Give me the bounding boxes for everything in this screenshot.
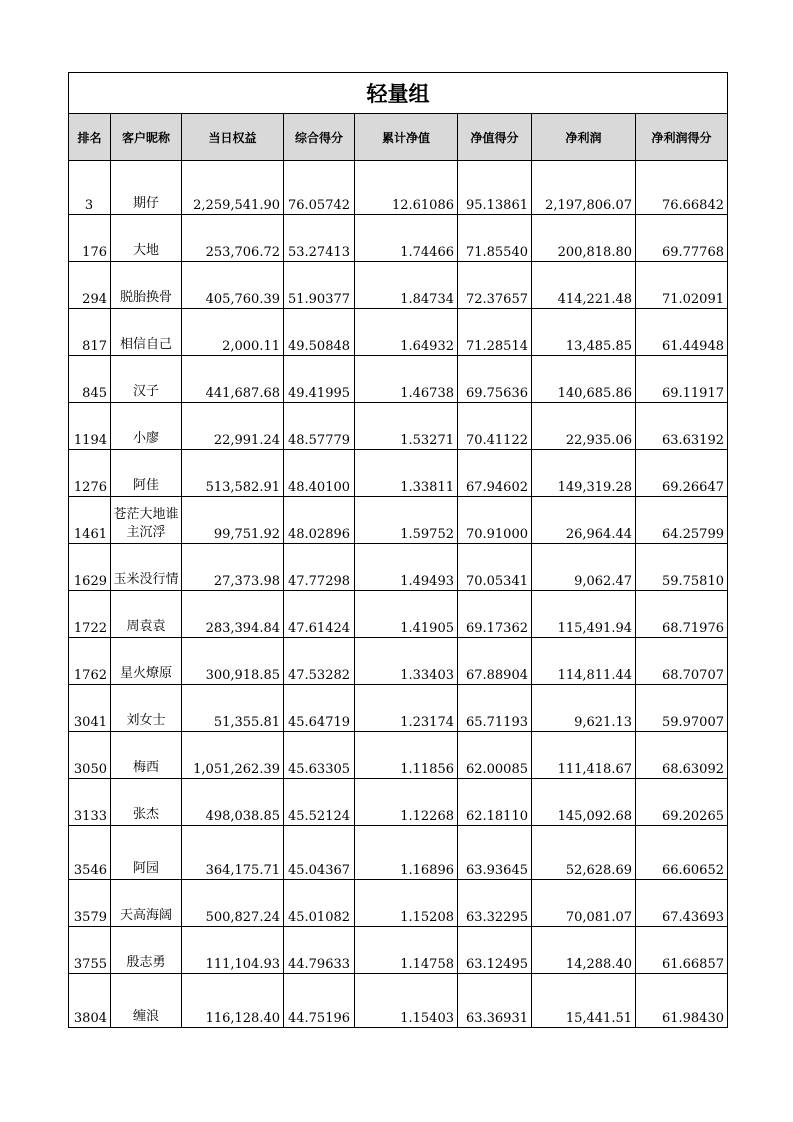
nav-score-cell: 71.85540 <box>458 215 532 262</box>
cumulative-nav-cell: 1.15403 <box>355 974 458 1028</box>
nickname-cell: 苍茫大地谁主沉浮 <box>111 497 182 544</box>
total-score-cell: 49.41995 <box>284 356 355 403</box>
table-title: 轻量组 <box>69 73 728 114</box>
net-profit-cell: 70,081.07 <box>532 880 636 927</box>
total-score-cell: 49.50848 <box>284 309 355 356</box>
nickname-cell: 殷志勇 <box>111 927 182 974</box>
total-score-cell: 45.63305 <box>284 732 355 779</box>
nickname-cell: 大地 <box>111 215 182 262</box>
ranking-table <box>68 72 728 1028</box>
total-score-cell: 48.02896 <box>284 497 355 544</box>
daily-equity-cell: 111,104.93 <box>182 927 284 974</box>
cumulative-nav-cell: 1.12268 <box>355 779 458 826</box>
net-profit-cell: 26,964.44 <box>532 497 636 544</box>
net-profit-score-cell: 63.63192 <box>636 403 728 450</box>
table-row <box>69 685 728 732</box>
table-row <box>69 927 728 974</box>
nickname-cell: 梅西 <box>111 732 182 779</box>
rank-cell: 845 <box>69 356 111 403</box>
net-profit-cell: 15,441.51 <box>532 974 636 1028</box>
nav-score-cell: 70.41122 <box>458 403 532 450</box>
rank-cell: 1762 <box>69 638 111 685</box>
daily-equity-cell: 300,918.85 <box>182 638 284 685</box>
total-score-cell: 51.90377 <box>284 262 355 309</box>
rank-cell: 1276 <box>69 450 111 497</box>
nickname-cell: 天高海阔 <box>111 880 182 927</box>
total-score-cell: 44.75196 <box>284 974 355 1028</box>
table-row <box>69 880 728 927</box>
total-score-cell: 53.27413 <box>284 215 355 262</box>
total-score-cell: 45.01082 <box>284 880 355 927</box>
net-profit-score-cell: 61.98430 <box>636 974 728 1028</box>
nav-score-cell: 67.88904 <box>458 638 532 685</box>
total-score-cell: 44.79633 <box>284 927 355 974</box>
nickname-cell: 周袁袁 <box>111 591 182 638</box>
net-profit-score-cell: 76.66842 <box>636 161 728 215</box>
net-profit-score-cell: 69.20265 <box>636 779 728 826</box>
header-net-profit: 净利润 <box>532 114 636 161</box>
daily-equity-cell: 116,128.40 <box>182 974 284 1028</box>
nav-score-cell: 62.18110 <box>458 779 532 826</box>
cumulative-nav-cell: 1.84734 <box>355 262 458 309</box>
daily-equity-cell: 22,991.24 <box>182 403 284 450</box>
net-profit-cell: 9,062.47 <box>532 544 636 591</box>
nickname-cell: 张杰 <box>111 779 182 826</box>
net-profit-cell: 140,685.86 <box>532 356 636 403</box>
cumulative-nav-cell: 1.11856 <box>355 732 458 779</box>
net-profit-cell: 22,935.06 <box>532 403 636 450</box>
rank-cell: 3546 <box>69 826 111 880</box>
daily-equity-cell: 2,259,541.90 <box>182 161 284 215</box>
cumulative-nav-cell: 1.16896 <box>355 826 458 880</box>
rank-cell: 294 <box>69 262 111 309</box>
total-score-cell: 48.40100 <box>284 450 355 497</box>
nav-score-cell: 65.71193 <box>458 685 532 732</box>
net-profit-score-cell: 61.44948 <box>636 309 728 356</box>
daily-equity-cell: 500,827.24 <box>182 880 284 927</box>
net-profit-score-cell: 69.11917 <box>636 356 728 403</box>
net-profit-cell: 414,221.48 <box>532 262 636 309</box>
net-profit-cell: 149,319.28 <box>532 450 636 497</box>
rank-cell: 817 <box>69 309 111 356</box>
daily-equity-cell: 51,355.81 <box>182 685 284 732</box>
nav-score-cell: 62.00085 <box>458 732 532 779</box>
rank-cell: 3050 <box>69 732 111 779</box>
net-profit-cell: 14,288.40 <box>532 927 636 974</box>
net-profit-cell: 111,418.67 <box>532 732 636 779</box>
cumulative-nav-cell: 1.53271 <box>355 403 458 450</box>
table-row <box>69 309 728 356</box>
header-cumulative-nav: 累计净值 <box>355 114 458 161</box>
net-profit-cell: 115,491.94 <box>532 591 636 638</box>
table-row <box>69 356 728 403</box>
header-nav-score: 净值得分 <box>458 114 532 161</box>
table-row <box>69 732 728 779</box>
nickname-cell: 阿园 <box>111 826 182 880</box>
nickname-cell: 星火燎原 <box>111 638 182 685</box>
table-body <box>69 161 728 1028</box>
nav-score-cell: 95.13861 <box>458 161 532 215</box>
cumulative-nav-cell: 1.23174 <box>355 685 458 732</box>
total-score-cell: 45.52124 <box>284 779 355 826</box>
table-row <box>69 161 728 215</box>
cumulative-nav-cell: 1.14758 <box>355 927 458 974</box>
table-row <box>69 974 728 1028</box>
rank-cell: 1194 <box>69 403 111 450</box>
net-profit-score-cell: 68.63092 <box>636 732 728 779</box>
table-row <box>69 591 728 638</box>
cumulative-nav-cell: 1.33403 <box>355 638 458 685</box>
nav-score-cell: 70.05341 <box>458 544 532 591</box>
net-profit-score-cell: 68.71976 <box>636 591 728 638</box>
cumulative-nav-cell: 1.49493 <box>355 544 458 591</box>
ranking-sheet <box>68 72 727 1028</box>
table-row <box>69 779 728 826</box>
nickname-cell: 小廖 <box>111 403 182 450</box>
nav-score-cell: 70.91000 <box>458 497 532 544</box>
header-daily-equity: 当日权益 <box>182 114 284 161</box>
header-net-profit-score: 净利润得分 <box>636 114 728 161</box>
nickname-cell: 汉子 <box>111 356 182 403</box>
net-profit-cell: 200,818.80 <box>532 215 636 262</box>
net-profit-score-cell: 66.60652 <box>636 826 728 880</box>
net-profit-cell: 114,811.44 <box>532 638 636 685</box>
header-total-score: 综合得分 <box>284 114 355 161</box>
net-profit-score-cell: 61.66857 <box>636 927 728 974</box>
nav-score-cell: 63.12495 <box>458 927 532 974</box>
rank-cell: 1629 <box>69 544 111 591</box>
cumulative-nav-cell: 1.46738 <box>355 356 458 403</box>
daily-equity-cell: 253,706.72 <box>182 215 284 262</box>
rank-cell: 3 <box>69 161 111 215</box>
net-profit-cell: 145,092.68 <box>532 779 636 826</box>
daily-equity-cell: 27,373.98 <box>182 544 284 591</box>
nav-score-cell: 69.75636 <box>458 356 532 403</box>
rank-cell: 3579 <box>69 880 111 927</box>
cumulative-nav-cell: 1.33811 <box>355 450 458 497</box>
daily-equity-cell: 364,175.71 <box>182 826 284 880</box>
cumulative-nav-cell: 1.15208 <box>355 880 458 927</box>
nav-score-cell: 63.32295 <box>458 880 532 927</box>
table-row <box>69 215 728 262</box>
net-profit-score-cell: 68.70707 <box>636 638 728 685</box>
net-profit-score-cell: 71.02091 <box>636 262 728 309</box>
nickname-cell: 相信自己 <box>111 309 182 356</box>
table-row <box>69 497 728 544</box>
cumulative-nav-cell: 1.41905 <box>355 591 458 638</box>
table-row <box>69 638 728 685</box>
nickname-cell: 缠浪 <box>111 974 182 1028</box>
nav-score-cell: 69.17362 <box>458 591 532 638</box>
table-row <box>69 450 728 497</box>
net-profit-score-cell: 59.75810 <box>636 544 728 591</box>
total-score-cell: 48.57779 <box>284 403 355 450</box>
nickname-cell: 玉米没行情 <box>111 544 182 591</box>
nickname-cell: 期仔 <box>111 161 182 215</box>
header-nickname: 客户昵称 <box>111 114 182 161</box>
nav-score-cell: 63.93645 <box>458 826 532 880</box>
nav-score-cell: 72.37657 <box>458 262 532 309</box>
cumulative-nav-cell: 1.74466 <box>355 215 458 262</box>
total-score-cell: 47.53282 <box>284 638 355 685</box>
rank-cell: 3804 <box>69 974 111 1028</box>
nickname-cell: 脱胎换骨 <box>111 262 182 309</box>
total-score-cell: 47.61424 <box>284 591 355 638</box>
rank-cell: 3755 <box>69 927 111 974</box>
net-profit-score-cell: 69.26647 <box>636 450 728 497</box>
total-score-cell: 47.77298 <box>284 544 355 591</box>
table-row <box>69 403 728 450</box>
rank-cell: 1461 <box>69 497 111 544</box>
net-profit-score-cell: 69.77768 <box>636 215 728 262</box>
daily-equity-cell: 441,687.68 <box>182 356 284 403</box>
rank-cell: 176 <box>69 215 111 262</box>
rank-cell: 3133 <box>69 779 111 826</box>
daily-equity-cell: 513,582.91 <box>182 450 284 497</box>
daily-equity-cell: 1,051,262.39 <box>182 732 284 779</box>
daily-equity-cell: 99,751.92 <box>182 497 284 544</box>
nickname-cell: 阿佳 <box>111 450 182 497</box>
nav-score-cell: 63.36931 <box>458 974 532 1028</box>
net-profit-score-cell: 59.97007 <box>636 685 728 732</box>
table-row <box>69 826 728 880</box>
table-row <box>69 262 728 309</box>
daily-equity-cell: 498,038.85 <box>182 779 284 826</box>
rank-cell: 3041 <box>69 685 111 732</box>
net-profit-cell: 2,197,806.07 <box>532 161 636 215</box>
net-profit-cell: 9,621.13 <box>532 685 636 732</box>
net-profit-score-cell: 67.43693 <box>636 880 728 927</box>
net-profit-cell: 13,485.85 <box>532 309 636 356</box>
header-rank: 排名 <box>69 114 111 161</box>
daily-equity-cell: 283,394.84 <box>182 591 284 638</box>
cumulative-nav-cell: 1.59752 <box>355 497 458 544</box>
table-row <box>69 544 728 591</box>
total-score-cell: 45.04367 <box>284 826 355 880</box>
daily-equity-cell: 405,760.39 <box>182 262 284 309</box>
cumulative-nav-cell: 12.61086 <box>355 161 458 215</box>
nav-score-cell: 71.28514 <box>458 309 532 356</box>
rank-cell: 1722 <box>69 591 111 638</box>
total-score-cell: 45.64719 <box>284 685 355 732</box>
net-profit-score-cell: 64.25799 <box>636 497 728 544</box>
nav-score-cell: 67.94602 <box>458 450 532 497</box>
nickname-cell: 刘女士 <box>111 685 182 732</box>
cumulative-nav-cell: 1.64932 <box>355 309 458 356</box>
total-score-cell: 76.05742 <box>284 161 355 215</box>
net-profit-cell: 52,628.69 <box>532 826 636 880</box>
daily-equity-cell: 2,000.11 <box>182 309 284 356</box>
